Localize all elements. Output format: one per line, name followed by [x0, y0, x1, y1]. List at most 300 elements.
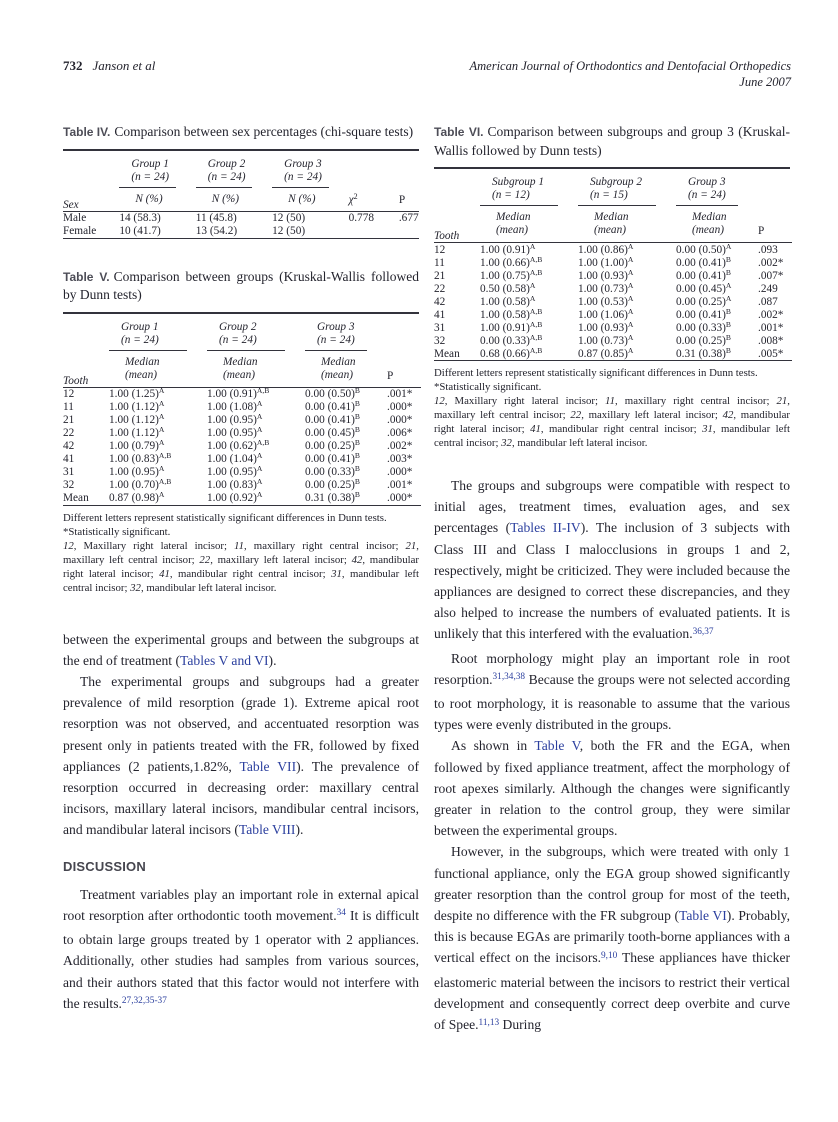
issue-date: June 2007	[739, 75, 791, 89]
value-text: 0.87 (0.98)	[109, 492, 159, 504]
measure-header-text	[109, 351, 207, 387]
median-value	[207, 387, 305, 401]
text-run: Treatment variables play an important role in external apical root resorption after orthodontic tooth movement.	[63, 886, 419, 923]
table-ref-link[interactable]: Table VII	[239, 758, 297, 774]
tooth-number: 41	[159, 567, 170, 580]
dunn-letter: A	[725, 293, 732, 303]
n-percent-value: 12 (50)	[272, 225, 348, 239]
measure-header	[109, 351, 207, 388]
paragraph	[434, 735, 790, 841]
value-text: 1.00 (0.95)	[109, 466, 159, 478]
measure-header	[305, 351, 387, 388]
right-column	[434, 123, 790, 1038]
citation-ref-link[interactable]: 9,10	[601, 950, 618, 961]
table-iv	[63, 149, 419, 239]
table-row	[63, 401, 421, 414]
text-run: , maxillary left lateral incisor;	[210, 553, 352, 566]
measure-line: Median	[321, 355, 356, 368]
dunn-letter: A,B	[529, 254, 543, 264]
median-value	[207, 427, 305, 440]
dunn-letter: A	[256, 477, 263, 486]
table-vi-footnotes	[434, 366, 790, 450]
paragraph	[434, 648, 790, 736]
citation-ref-link[interactable]: 34	[336, 908, 346, 919]
table-row	[434, 334, 792, 347]
text-run: The groups and subgroups were compatible with respect to initial ages, treatment times, evaluation ages, and sex percentages (	[434, 478, 790, 536]
group-n: (n = 24)	[207, 170, 246, 183]
value-text: 0.00 (0.41)	[676, 256, 726, 269]
group-header	[119, 151, 195, 188]
dunn-letter: B	[354, 386, 360, 395]
p-value: .003*	[387, 453, 413, 465]
dunn-letter: A,B	[529, 332, 543, 342]
value-text: 1.00 (0.62)	[207, 440, 257, 452]
value-text: 1.00 (0.91)	[480, 321, 530, 334]
median-value	[305, 466, 387, 479]
tooth-number: 32	[501, 437, 512, 449]
group-header-text	[272, 158, 328, 184]
citation-ref-link[interactable]: 11,13	[478, 1017, 500, 1028]
table-row	[63, 211, 419, 225]
p-value: .001*	[758, 321, 784, 334]
text-run: ).	[268, 652, 277, 668]
median-value	[305, 440, 387, 453]
measure-line: (mean)	[496, 224, 528, 236]
value-text: 1.00 (1.12)	[109, 427, 159, 439]
table-vi-title: Comparison between subgroups and group 3 (Kruskal-Wallis followed by Dunn tests)	[434, 124, 790, 158]
median-value	[578, 295, 676, 308]
tooth-label: 32	[434, 334, 446, 347]
measure-header-text	[305, 351, 387, 387]
tooth-label: 12	[434, 243, 446, 256]
median-value	[207, 414, 305, 427]
value-text: 0.00 (0.41)	[676, 269, 726, 282]
value-text: 1.00 (1.00)	[578, 256, 628, 269]
tooth-label: Mean	[63, 492, 109, 506]
table-ref-link[interactable]: Table VI	[679, 908, 727, 924]
table-row	[63, 414, 421, 427]
value-text: 0.00 (0.41)	[305, 453, 355, 465]
measure-line: (mean)	[692, 224, 724, 236]
p-value: .000*	[387, 492, 421, 506]
group-header	[207, 314, 305, 351]
header-row-groups	[434, 169, 792, 206]
group-header	[109, 314, 207, 351]
median-value	[305, 492, 387, 506]
text-run: However, in the subgroups, which were treated with only 1 functional appliance, only the EGA group showed significantly greater resorption than the control group for most of the teeth, despite no difference with the FR subgroup (	[434, 844, 790, 924]
median-value	[676, 269, 758, 282]
median-value	[109, 479, 207, 492]
dunn-letter: A,B	[529, 345, 543, 355]
tooth-label: 31	[434, 321, 446, 334]
table-row	[434, 308, 792, 321]
median-value	[676, 347, 758, 361]
group-header	[676, 169, 758, 206]
chi-exponent: 2	[353, 191, 358, 201]
tooth-label: 11	[434, 256, 445, 269]
text-run: The experimental groups and subgroups had a greater prevalence of mild resorption (grade 1). Extreme apical root resorption was not observed, and accentuated resorption was present only in patients treated with the FR, followed by fixed appliances (2 patients,1.82%,	[63, 673, 419, 774]
text-run: , both the FR and the EGA, when followed by fixed appliance treatment, affect the morphology of root apexes similarly. Although the changes were significantly greater in relation to the control group, they were similar between the experimental groups.	[434, 738, 790, 839]
group-underline	[119, 151, 175, 188]
table-row	[63, 427, 421, 440]
value-text: 0.00 (0.41)	[305, 401, 355, 413]
tooth-label: 22	[434, 282, 446, 295]
value-text: 0.00 (0.45)	[305, 427, 355, 439]
median-value	[480, 347, 578, 361]
median-value	[480, 295, 578, 308]
dunn-letter: B	[354, 399, 360, 408]
median-value	[305, 453, 387, 466]
p-value: .006*	[387, 427, 413, 439]
text-run: , maxillary left central incisor;	[434, 395, 790, 421]
median-value	[109, 401, 207, 414]
table-v	[63, 312, 419, 506]
p-value: .007*	[758, 269, 784, 282]
group-name: Group 3	[284, 157, 322, 170]
group-header-text	[207, 321, 285, 347]
table-row	[63, 387, 421, 401]
table-iv-title: Comparison between sex percentages (chi-square tests)	[114, 124, 414, 139]
tooth-number: 22	[570, 409, 582, 421]
dunn-letter: A	[529, 280, 536, 290]
group-name: Group 1	[131, 157, 169, 170]
text-run: Because the groups were not selected according to root morphology, it is reasonable to assume that the various types were evenly distributed in the groups.	[434, 671, 790, 733]
p-value: .008*	[758, 334, 784, 347]
group-n: (n = 24)	[688, 189, 726, 201]
table-iv-caption	[63, 123, 419, 142]
value-text: 1.00 (0.70)	[109, 479, 159, 491]
table-row	[63, 225, 419, 239]
measure-line: Median	[692, 211, 727, 223]
text-run: , mandibular left lateral incisor.	[140, 581, 277, 594]
value-text: 0.00 (0.25)	[676, 334, 726, 347]
dunn-letter: B	[725, 332, 731, 342]
median-value	[109, 466, 207, 479]
paragraph	[63, 671, 419, 841]
group-n: (n = 24)	[219, 333, 257, 346]
tooth-number: 12	[434, 395, 445, 407]
median-value	[109, 492, 207, 506]
group-underline	[305, 314, 367, 351]
text-run: , Maxillary right lateral incisor;	[73, 539, 235, 552]
dunn-letter: B	[354, 451, 360, 460]
median-value	[676, 295, 758, 308]
p-value: .677	[398, 212, 419, 224]
dunn-letter: B	[354, 412, 360, 421]
tooth-label: 41	[434, 308, 446, 321]
header-row-measures	[434, 206, 792, 243]
dunn-letter: A,B	[529, 306, 543, 316]
table-head	[63, 314, 421, 388]
dunn-letter: A	[256, 464, 263, 473]
group-header-text	[196, 158, 252, 184]
dunn-letter: A	[256, 412, 263, 421]
header-row-groups	[63, 151, 419, 188]
dunn-letter: B	[354, 464, 360, 473]
table-v-caption	[63, 268, 419, 305]
median-value	[207, 479, 305, 492]
dunn-letter: B	[725, 306, 731, 316]
group-header-text	[578, 176, 656, 202]
value-text: 0.00 (0.50)	[305, 388, 355, 400]
measure-line: Median	[496, 211, 531, 223]
p-header: P	[758, 206, 792, 243]
n-percent-value: 11 (45.8)	[195, 212, 237, 224]
median-value	[109, 453, 207, 466]
median-value	[109, 387, 207, 401]
table-vi-block	[434, 123, 790, 450]
text-run: Root morphology might play an important role in root resorption.	[434, 650, 790, 687]
dunn-letter: A	[627, 319, 634, 329]
measure-line: Median	[223, 355, 258, 368]
median-value	[578, 282, 676, 295]
value-text: 1.00 (1.06)	[578, 308, 628, 321]
group-underline	[109, 314, 187, 351]
table-row	[434, 269, 792, 282]
table-ref-link[interactable]: Table VIII	[238, 822, 296, 838]
value-text: 1.00 (0.58)	[480, 308, 530, 321]
median-value	[109, 414, 207, 427]
p-value: .087	[758, 295, 778, 308]
value-text: 0.00 (0.33)	[676, 321, 726, 334]
measure-header-text: N (%)	[135, 192, 163, 205]
table-vi-label: Table VI.	[434, 125, 484, 139]
footnote-dunn: Different letters represent statistically significant differences in Dunn tests.	[63, 511, 387, 524]
tooth-label: 41	[63, 453, 75, 465]
p-header: P	[399, 188, 419, 212]
group-underline	[676, 169, 738, 206]
tooth-number: 31	[702, 423, 713, 435]
citation-ref-link[interactable]: 31,34,38	[492, 672, 526, 683]
value-text: 0.00 (0.25)	[305, 479, 355, 491]
blank-cell	[387, 314, 421, 351]
measure-header	[119, 188, 195, 212]
dunn-letter: A	[256, 399, 263, 408]
median-value	[305, 479, 387, 492]
p-value: .093	[758, 243, 778, 256]
value-text: 1.00 (1.04)	[207, 453, 257, 465]
tooth-label: Mean	[434, 347, 480, 361]
p-value: .000*	[387, 466, 413, 478]
value-text: 0.00 (0.50)	[676, 243, 726, 256]
measure-header	[480, 206, 578, 243]
median-value	[578, 347, 676, 361]
group-n: (n = 24)	[131, 170, 170, 183]
median-value	[305, 414, 387, 427]
measure-header-text: N (%)	[288, 192, 316, 205]
tooth-number: 12	[63, 539, 74, 552]
group-underline	[207, 314, 285, 351]
text-run: , mandibular right lateral incisor;	[434, 409, 790, 435]
group-name: Group 3	[688, 176, 726, 188]
p-header: P	[387, 351, 421, 388]
dunn-letter: A	[725, 280, 732, 290]
tooth-number: 41	[530, 423, 541, 435]
table-ref-link[interactable]: Table V	[534, 738, 580, 754]
dunn-letter: A	[158, 438, 165, 447]
median-value	[207, 492, 305, 506]
tooth-number: 42	[351, 553, 363, 566]
page-content	[63, 58, 791, 1038]
tooth-label: 42	[63, 440, 75, 452]
chi-symbol: χ	[348, 193, 354, 206]
median-value	[207, 453, 305, 466]
n-percent-value: 13 (54.2)	[196, 225, 272, 239]
table-ref-link[interactable]: Tables II-IV	[510, 520, 581, 536]
dunn-letter: A	[158, 399, 165, 408]
blank-cell	[63, 314, 109, 351]
dunn-letter: B	[354, 425, 360, 434]
citation-ref-link[interactable]: 36,37	[692, 626, 714, 637]
table-v-block	[63, 268, 419, 595]
discussion-heading: DISCUSSION	[63, 858, 146, 874]
measure-header-text	[578, 206, 676, 242]
measure-header	[272, 188, 348, 212]
left-column	[63, 123, 419, 1038]
measure-header-text	[480, 206, 578, 242]
group-name: Group 2	[219, 320, 257, 333]
chi-square-header	[349, 188, 399, 212]
dunn-letter: A	[529, 241, 536, 251]
table-v-title: Comparison between groups (Kruskal-Wallis followed by Dunn tests)	[63, 268, 419, 302]
dunn-letter: B	[725, 319, 731, 329]
dunn-letter: A,B	[158, 477, 172, 486]
dunn-letter: A	[158, 425, 165, 434]
dunn-letter: B	[354, 490, 360, 499]
value-text: 1.00 (0.95)	[207, 427, 257, 439]
median-value	[480, 282, 578, 295]
dunn-letter: A	[256, 490, 263, 499]
table-row	[63, 466, 421, 479]
footnote-significant: *Statistically significant.	[63, 525, 171, 538]
chi-square-value: 0.778	[348, 212, 374, 224]
tooth-label: 32	[63, 479, 75, 491]
group-underline	[578, 169, 656, 206]
n-percent-value: 14 (58.3)	[119, 212, 161, 224]
citation-ref-link[interactable]: 27,32,35-37	[121, 996, 167, 1007]
value-text: 1.00 (0.93)	[578, 269, 628, 282]
value-text: 1.00 (0.75)	[480, 269, 530, 282]
p-value: .000*	[387, 414, 413, 426]
median-value	[480, 243, 578, 257]
tooth-number: 11	[234, 539, 245, 552]
value-text: 1.00 (0.91)	[207, 388, 257, 400]
median-value	[578, 256, 676, 269]
dunn-letter: A	[158, 490, 165, 499]
running-header	[63, 58, 791, 90]
text-run: , mandibular left central incisor;	[434, 423, 790, 449]
median-value	[207, 401, 305, 414]
table-iv-block	[63, 123, 419, 239]
group-header	[480, 169, 578, 206]
dunn-letter: B	[725, 254, 731, 264]
paragraph	[63, 629, 419, 671]
tooth-number: 21	[776, 395, 788, 407]
table-ref-link[interactable]: Tables V and VI	[180, 652, 269, 668]
median-value	[305, 401, 387, 414]
dunn-letter: A	[627, 345, 634, 355]
row-label-header: Tooth	[63, 351, 109, 388]
group-header	[272, 151, 348, 188]
page-number: 732	[63, 58, 83, 73]
median-value	[578, 243, 676, 257]
group-name: Subgroup 1	[492, 176, 544, 188]
table-v-label: Table V.	[63, 269, 110, 284]
dunn-letter: A	[627, 332, 634, 342]
dunn-letter: A	[158, 386, 165, 395]
text-run: As shown in	[451, 738, 535, 754]
value-text: 1.00 (0.95)	[207, 414, 257, 426]
median-value	[480, 256, 578, 269]
dunn-letter: A	[627, 280, 634, 290]
text-run: ). The prevalence of resorption occurred in decreasing order: maxillary central incisors, maxillary lateral incisors, mandibular central incisors, and mandibular lateral incisors (	[63, 758, 419, 838]
value-text: 1.00 (0.53)	[578, 295, 628, 308]
right-column-text	[434, 475, 790, 1038]
median-value	[109, 440, 207, 453]
tooth-number: 22	[199, 553, 211, 566]
tooth-label: 22	[63, 427, 75, 439]
measure-line: (mean)	[321, 368, 353, 381]
header-row-groups	[63, 314, 421, 351]
text-run: , mandibular right central incisor;	[169, 567, 332, 580]
tooth-label: 21	[434, 269, 446, 282]
group-header-text	[109, 321, 187, 347]
blank-cell	[758, 169, 792, 206]
dunn-letter: A	[627, 241, 634, 251]
two-column-layout	[63, 123, 791, 1038]
paragraph	[63, 884, 419, 1017]
footnote-tooth-key	[63, 539, 419, 595]
footnote-dunn: Different letters represent statistically significant differences in Dunn tests.	[434, 367, 758, 379]
data-table	[63, 151, 419, 239]
value-text: 1.00 (0.58)	[480, 295, 530, 308]
value-text: 1.00 (1.12)	[109, 414, 159, 426]
dunn-letter: B	[354, 477, 360, 486]
median-value	[676, 282, 758, 295]
median-value	[578, 269, 676, 282]
value-text: 1.00 (0.73)	[578, 334, 628, 347]
median-value	[676, 256, 758, 269]
blank-cell	[434, 169, 480, 206]
data-table	[434, 169, 792, 361]
group-underline	[196, 151, 252, 188]
dunn-letter: A	[627, 306, 634, 316]
group-name: Group 1	[121, 320, 159, 333]
median-value	[305, 387, 387, 401]
value-text: 1.00 (1.25)	[109, 388, 159, 400]
table-body	[63, 211, 419, 238]
blank-cell	[63, 151, 119, 188]
value-text: 0.87 (0.85)	[578, 347, 628, 360]
dunn-letter: A	[256, 451, 263, 460]
measure-header	[196, 188, 272, 212]
text-run: ). Probably, this is because EGAs are primarily tooth-borne appliances with a vertical effect on the incisors.	[434, 908, 790, 966]
measure-line: Median	[594, 211, 629, 223]
table-row	[434, 282, 792, 295]
group-header	[196, 151, 272, 188]
text-run: , mandibular right lateral incisor;	[63, 553, 419, 580]
group-n: (n = 24)	[121, 333, 159, 346]
sex-label: Male	[63, 212, 87, 224]
value-text: 1.00 (0.66)	[480, 256, 530, 269]
value-text: 1.00 (0.79)	[109, 440, 159, 452]
group-header-text	[480, 176, 558, 202]
median-value	[676, 243, 758, 257]
median-value	[578, 308, 676, 321]
running-head-authors: Janson et al	[92, 58, 156, 73]
table-vi-caption	[434, 123, 790, 160]
p-value: .249	[758, 282, 778, 295]
